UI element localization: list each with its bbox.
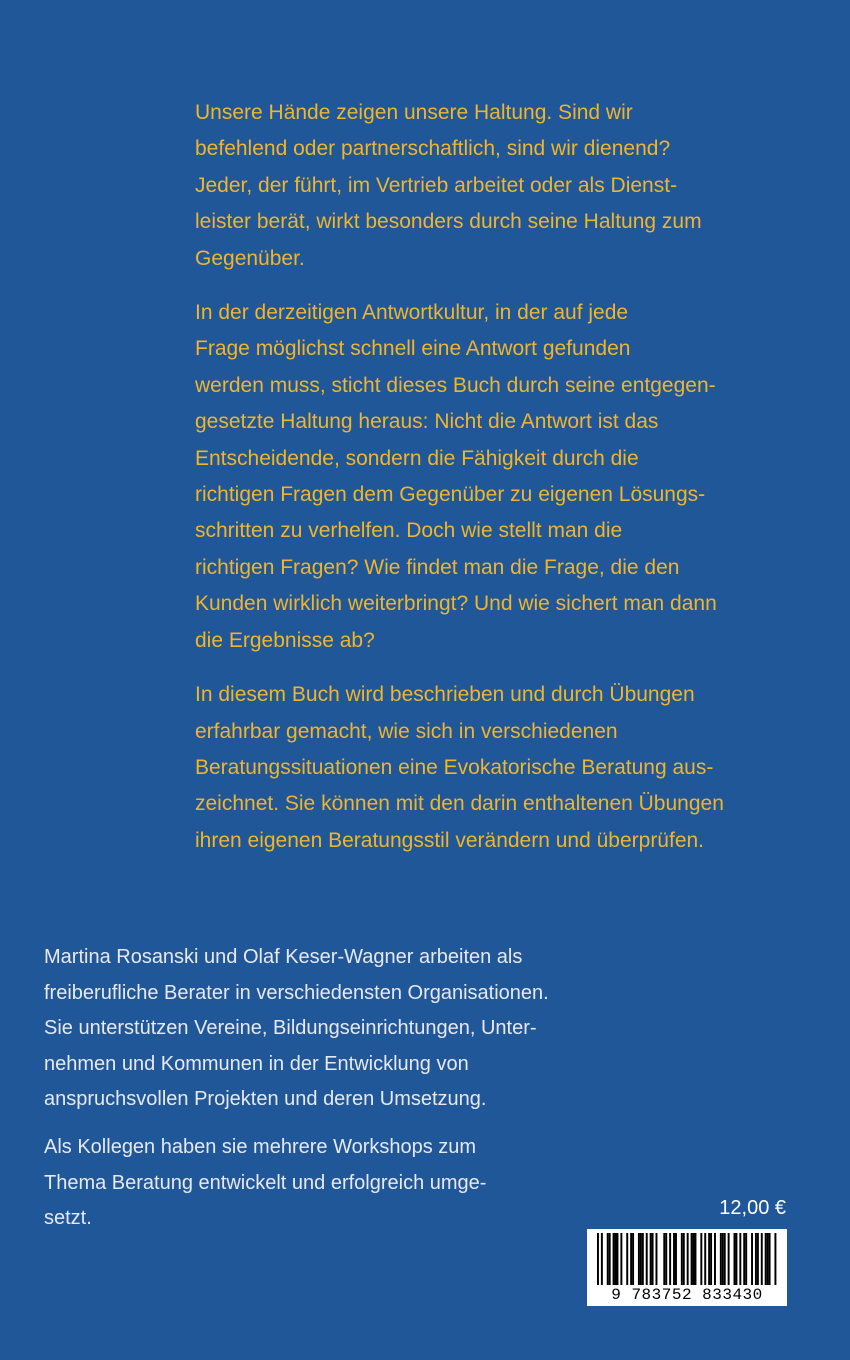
price-label: 12,00 €	[719, 1197, 786, 1219]
barcode-bar	[728, 1233, 730, 1285]
barcode-bar	[722, 1233, 724, 1285]
barcode-bar	[695, 1233, 697, 1285]
barcode-bar	[597, 1233, 599, 1285]
barcode-bar	[739, 1233, 741, 1285]
barcode-bar	[626, 1233, 628, 1285]
blurb-text	[195, 95, 795, 877]
barcode-bar	[669, 1233, 671, 1285]
barcode-bar	[609, 1233, 611, 1285]
barcode-bar	[620, 1233, 622, 1285]
barcode-bar	[638, 1233, 640, 1285]
barcode-bar	[675, 1233, 677, 1285]
barcode-bar	[761, 1233, 763, 1285]
barcode-bar	[734, 1233, 736, 1285]
barcode-bar	[743, 1233, 745, 1285]
barcode-bar	[714, 1233, 716, 1285]
barcode-bar	[735, 1233, 737, 1285]
barcode-bar	[755, 1233, 757, 1285]
barcode-bar	[607, 1233, 609, 1285]
barcode-bar	[646, 1233, 648, 1285]
barcode-bar	[630, 1233, 632, 1285]
barcode-bar	[751, 1233, 753, 1285]
barcode-bar	[693, 1233, 695, 1285]
barcode-bar	[663, 1233, 665, 1285]
barcode-bar	[615, 1233, 617, 1285]
barcode-bar	[704, 1233, 706, 1285]
author-bio	[44, 940, 604, 1249]
barcode-bar	[700, 1233, 702, 1285]
barcode-bar	[757, 1233, 759, 1285]
author-paragraph-2: Als Kollegen haben sie mehrere Workshops zum Thema Beratung entwickelt und erfolgreich umge- setzt.	[44, 1135, 487, 1230]
barcode-bar	[767, 1233, 769, 1285]
barcode-bar	[683, 1233, 685, 1285]
barcode-bar	[687, 1233, 689, 1285]
barcode-bar	[724, 1233, 726, 1285]
barcode-bar	[650, 1233, 652, 1285]
barcode-bar	[710, 1233, 712, 1285]
barcode-bar	[665, 1233, 667, 1285]
barcode-bar	[640, 1233, 642, 1285]
isbn-barcode	[587, 1229, 787, 1306]
barcode-bar	[673, 1233, 675, 1285]
barcode-bar	[765, 1233, 767, 1285]
barcode-bar	[601, 1233, 603, 1285]
barcode-bar	[745, 1233, 747, 1285]
barcode-bar	[617, 1233, 619, 1285]
barcode-bar	[613, 1233, 615, 1285]
blurb-paragraph-2: In der derzeitigen Antwortkultur, in der auf jede Frage möglichst schnell eine Antwort gefunden werden muss, sticht dieses Buch durch seine entgegen- gesetzte Haltung heraus: Nicht die Antwort ist das Entscheidende, sondern die Fähigkeit durch die richtigen Fragen dem Gegenüber zu eigenen Lösungs- schritten zu verhelfen. Doch wie stellt man die richtigen Fragen? Wie findet man die Frage, die den Kunden wirklich weiterbringt? Und wie sichert man dann die Ergebnisse ab?	[195, 301, 717, 652]
barcode-bar	[652, 1233, 654, 1285]
barcode-bar	[708, 1233, 710, 1285]
barcode-bar	[691, 1233, 693, 1285]
barcode-bar	[681, 1233, 683, 1285]
barcode-bar	[720, 1233, 722, 1285]
blurb-paragraph-1: Unsere Hände zeigen unsere Haltung. Sind wir befehlend oder partnerschaftlich, sind wir dienend? Jeder, der führt, im Vertrieb arbeitet oder als Dienst- leister berät, wirkt besonders durch seine Haltung zum Gegenüber.	[195, 101, 702, 270]
barcode-bar	[642, 1233, 644, 1285]
barcode-digits: 9 783752 833430	[587, 1286, 787, 1304]
barcode-bar	[656, 1233, 658, 1285]
barcode-bar	[632, 1233, 634, 1285]
blurb-paragraph-3: In diesem Buch wird beschrieben und durch Übungen erfahrbar gemacht, wie sich in verschiedenen Beratungssituationen eine Evokatorische Beratung aus- zeichnet. Sie können mit den darin enthaltenen Übungen ihren eigenen Beratungsstil verändern und überprüfen.	[195, 683, 724, 852]
barcode-bar	[769, 1233, 771, 1285]
barcode-bar	[774, 1233, 776, 1285]
author-paragraph-1: Martina Rosanski und Olaf Keser-Wagner arbeiten als freiberufliche Berater in verschiedensten Organisationen. Sie unterstützen Vereine, Bildungseinrichtungen, Unter- nehmen und Kommunen in der Entwicklung von anspruchsvollen Projekten und deren Umsetzung.	[44, 946, 549, 1111]
